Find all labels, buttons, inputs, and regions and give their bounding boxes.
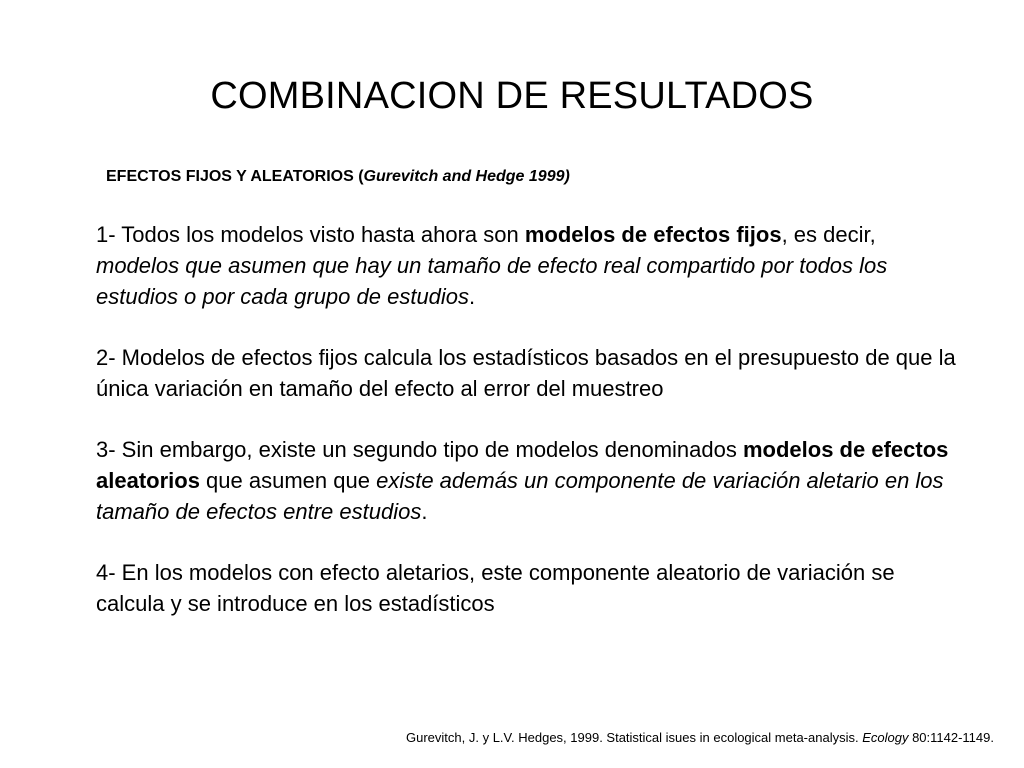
point-1-bold: modelos de efectos fijos — [524, 222, 782, 247]
point-4-text: 4- En los modelos con efecto aletarios, este componente aleatorio de variación se calcula y se introduce en los estadísticos — [96, 560, 895, 616]
subtitle-reference: Gurevitch and Hedge 1999) — [363, 168, 570, 185]
point-2 — [96, 342, 964, 404]
point-3 — [96, 434, 964, 527]
point-3-italic: existe además un componente de variación aletario en los tamaño de efectos entre estudios — [96, 468, 944, 524]
citation-pages: 80:1142-1149. — [908, 730, 994, 745]
point-1-italic: modelos que asumen que hay un tamaño de efecto real compartido por todos los estudios o por cada grupo de estudios — [96, 253, 888, 309]
point-3-bold: modelos de efectos aleatorios — [96, 437, 949, 493]
subtitle-text: EFECTOS FIJOS Y ALEATORIOS ( — [106, 168, 364, 185]
citation-text: Gurevitch, J. y L.V. Hedges, 1999. Statistical isues in ecological meta-analysis. — [406, 730, 863, 745]
point-3-text-3: . — [421, 499, 428, 524]
point-3-text: 3- Sin embargo, existe un segundo tipo de modelos denominados — [96, 437, 743, 462]
point-1 — [96, 219, 964, 312]
slide-subtitle — [106, 166, 570, 188]
point-2-text: 2- Modelos de efectos fijos calcula los estadísticos basados en el presupuesto de que la única variación en tamaño del efecto al error del muestreo — [96, 345, 956, 401]
slide-body — [96, 219, 964, 649]
point-1-text-2: , es decir, — [781, 222, 876, 247]
point-1-text: 1- Todos los modelos visto hasta ahora son — [96, 222, 525, 247]
footer-citation — [406, 729, 994, 747]
point-3-text-2: que asumen que — [199, 468, 377, 493]
point-4 — [96, 557, 964, 619]
point-1-text-3: . — [469, 284, 476, 309]
citation-journal: Ecology — [862, 730, 909, 745]
slide-title: COMBINACION DE RESULTADOS — [210, 75, 814, 117]
